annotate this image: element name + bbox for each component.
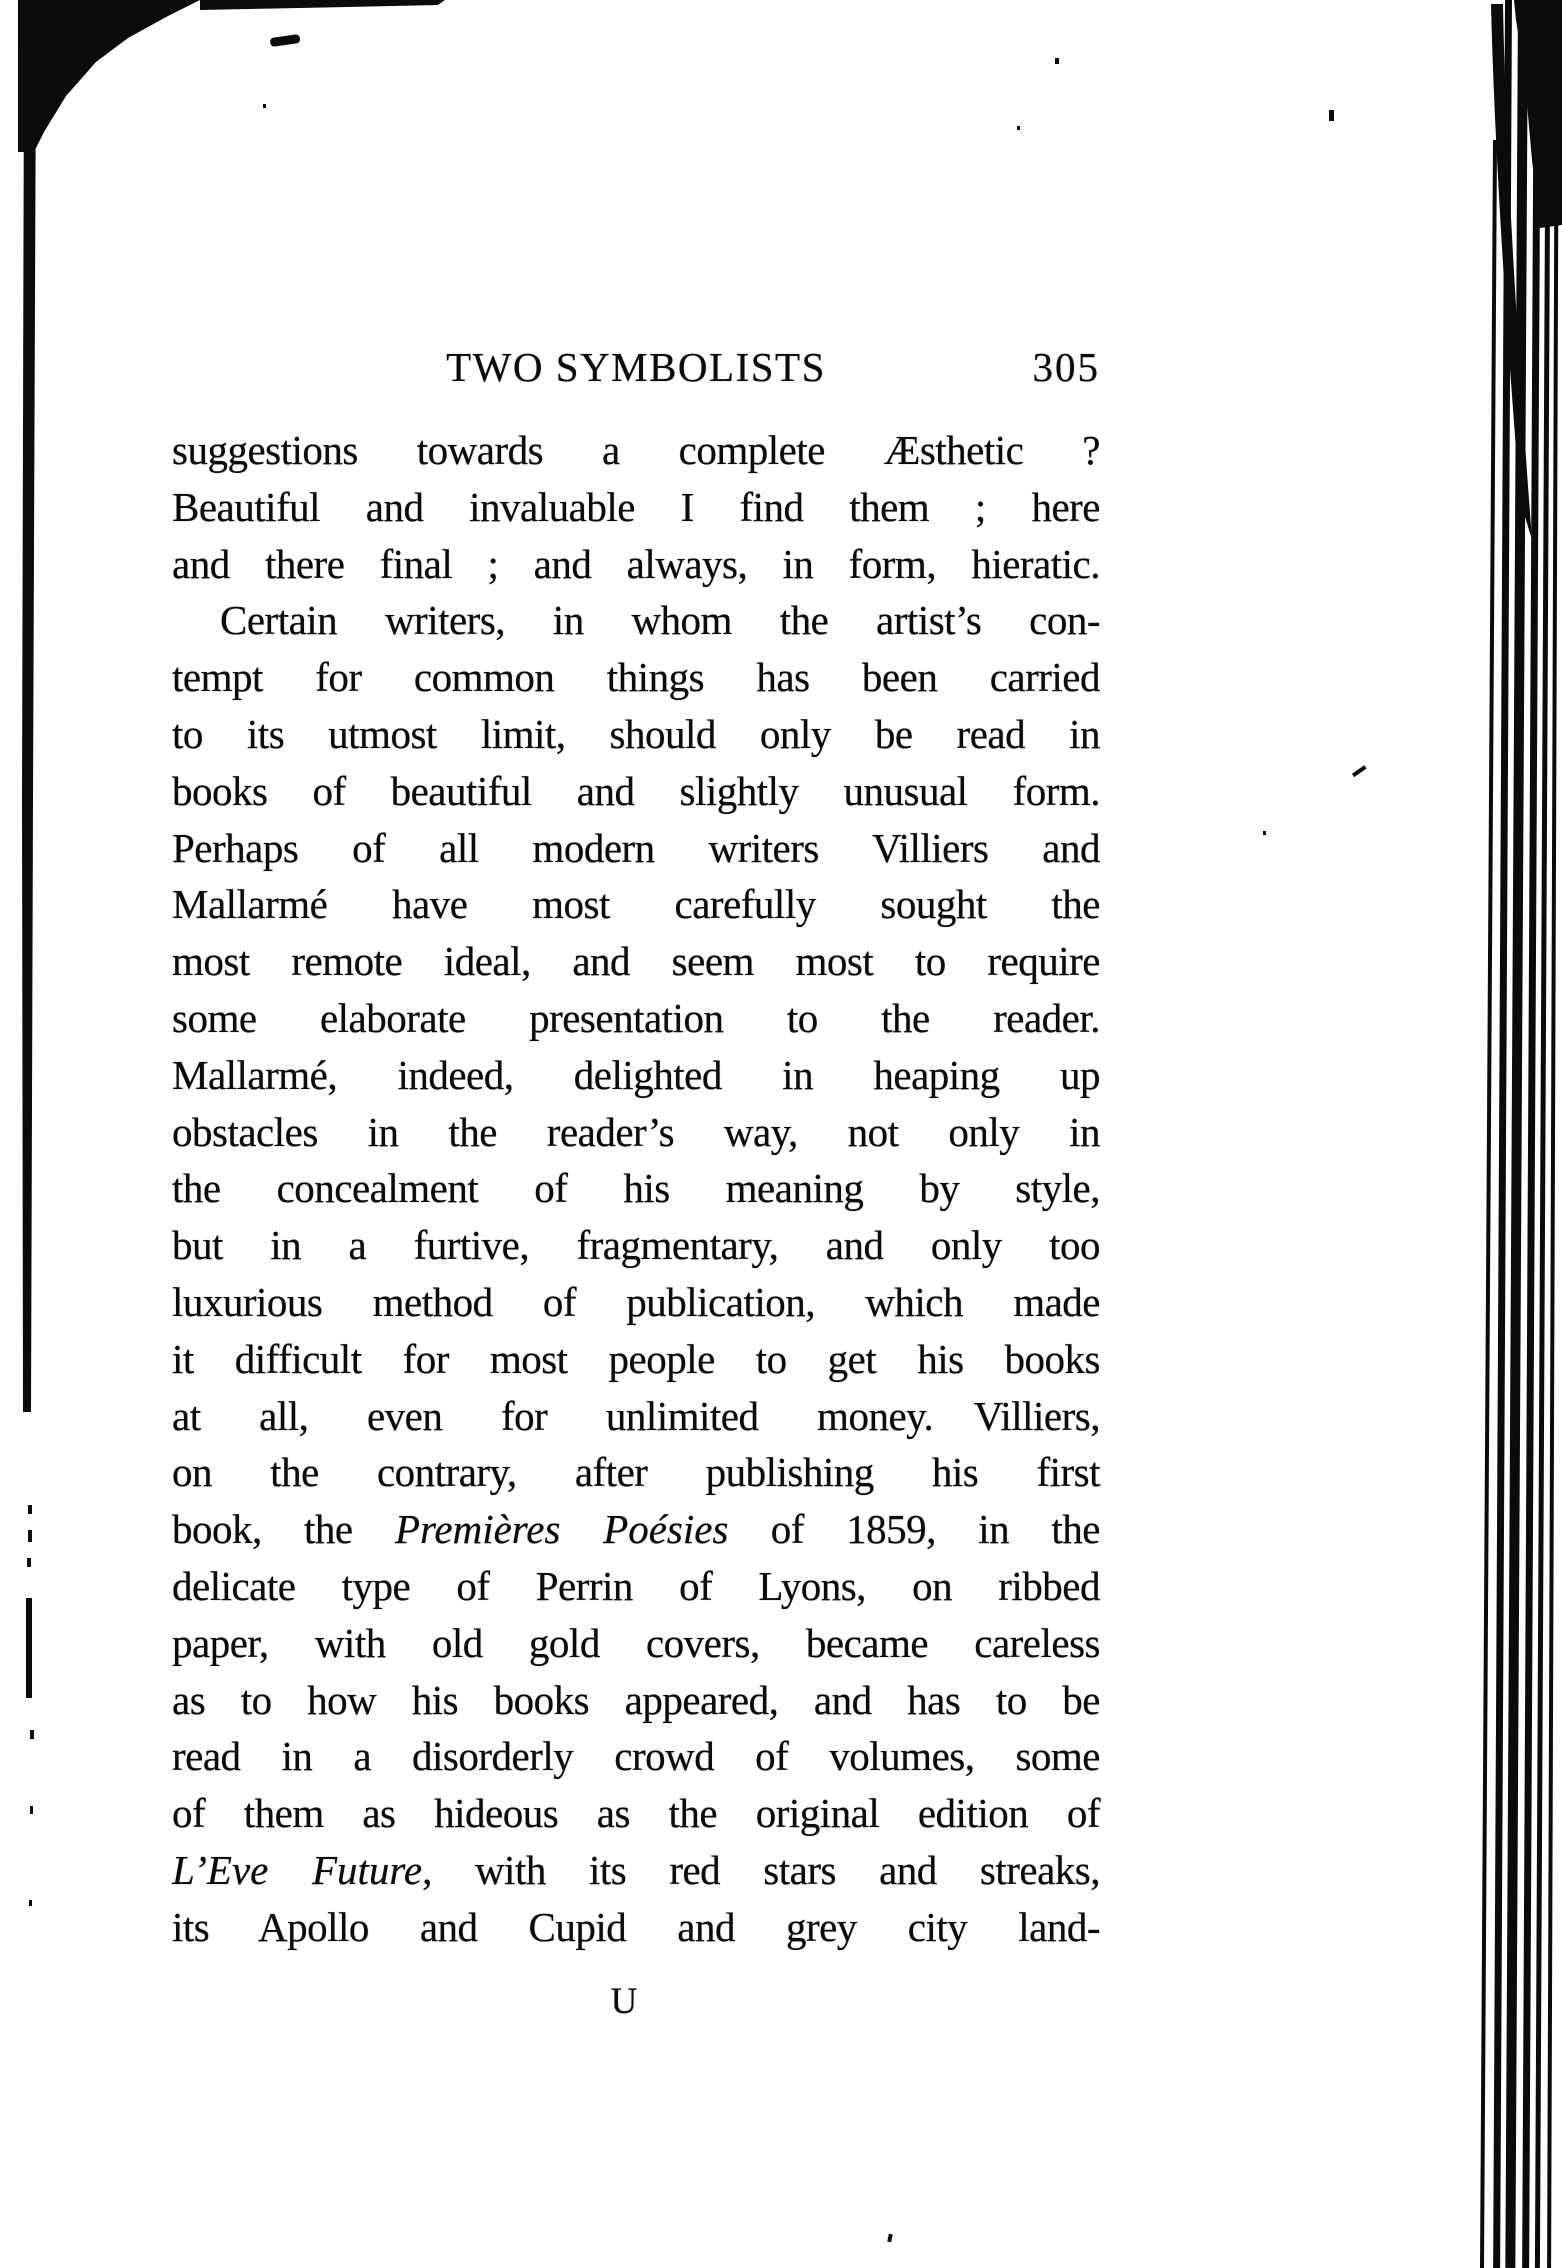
text-block [172,422,1100,1956]
text-segment: the concealment of his meaning by style, [172,1165,1100,1212]
text-line [172,1274,1100,1331]
page-number: 305 [1032,344,1100,390]
text-segment-italic: L’Eve Future [172,1846,423,1893]
text-line [172,1615,1100,1672]
running-header [172,338,1100,396]
text-line [172,1217,1100,1274]
text-line [172,1842,1100,1899]
text-line [172,1160,1100,1217]
text-line [172,933,1100,990]
text-line [172,649,1100,706]
text-segment: at all, even for unlimited money. Villiers, [172,1392,1100,1439]
scan-artifact-curved-sweep [1491,4,1532,540]
text-segment: on the contrary, after publishing his first [172,1449,1100,1496]
text-line [172,1047,1100,1104]
text-segment: Mallarmé, indeed, delighted in heaping up [172,1051,1100,1098]
text-line [172,706,1100,763]
text-line [172,479,1100,536]
text-line [172,820,1100,877]
text-line [172,1558,1100,1615]
text-segment: of them as hideous as the original edition of [172,1790,1100,1837]
text-line [172,1331,1100,1388]
scan-artifact-left-binding-dots [26,1505,34,1906]
text-line [172,763,1100,820]
text-segment: most remote ideal, and seem most to require [172,938,1100,985]
text-line [172,1444,1100,1501]
text-segment: tempt for common things has been carried [172,654,1100,701]
scan-artifact-top-left-wedge [18,0,200,152]
text-segment: Mallarmé have most carefully sought the [172,881,1100,928]
text-segment: it difficult for most people to get his books [172,1335,1100,1382]
text-line [172,422,1100,479]
text-segment: delicate type of Perrin of Lyons, on ribbed [172,1562,1100,1609]
text-line [172,1672,1100,1729]
text-line [172,990,1100,1047]
text-segment: Certain writers, in whom the artist’s con- [220,597,1100,644]
text-segment-italic: Premières Poésies [394,1506,729,1553]
text-line [172,1388,1100,1445]
text-segment: but in a furtive, fragmentary, and only too [172,1222,1100,1269]
text-segment: its Apollo and Cupid and grey city land- [172,1903,1100,1950]
text-segment: Perhaps of all modern writers Villiers and [172,824,1100,871]
text-line [172,592,1100,649]
text-segment: books of beautiful and slightly unusual form. [172,767,1100,814]
text-segment: read in a disorderly crowd of volumes, some [172,1733,1100,1780]
text-segment: obstacles in the reader’s way, not only in [172,1108,1100,1155]
text-segment: luxurious method of publication, which made [172,1278,1100,1325]
scan-artifact-top-streak [200,0,445,10]
running-title: TWO SYMBOLISTS [446,344,826,390]
text-line [172,876,1100,933]
scan-artifact-fore-edge-stripes [1480,0,1559,2268]
text-segment: of 1859, in the [728,1506,1100,1553]
text-line [172,1104,1100,1161]
text-segment: paper, with old gold covers, became careless [172,1619,1100,1666]
text-segment: , with its red stars and streaks, [422,1846,1100,1893]
text-segment: suggestions towards a complete Æsthetic ? [172,427,1100,473]
text-line [172,1728,1100,1785]
text-line [172,1899,1100,1956]
text-segment: as to how his books appeared, and has to be [172,1676,1100,1723]
text-segment: some elaborate presentation to the reader. [172,994,1100,1041]
text-segment: Beautiful and invaluable I find them ; here [172,483,1100,530]
scan-artifact-top-right-blob [1514,0,1562,228]
text-line [172,536,1100,593]
text-segment: to its utmost limit, should only be read in [172,710,1100,757]
text-line [172,1785,1100,1842]
signature-mark: U [610,1981,638,2022]
text-segment: and there final ; and always, in form, hieratic. [172,540,1100,587]
text-segment: book, the [172,1506,395,1553]
text-line [172,1501,1100,1558]
scan-artifact-left-binding-line [22,48,36,1412]
